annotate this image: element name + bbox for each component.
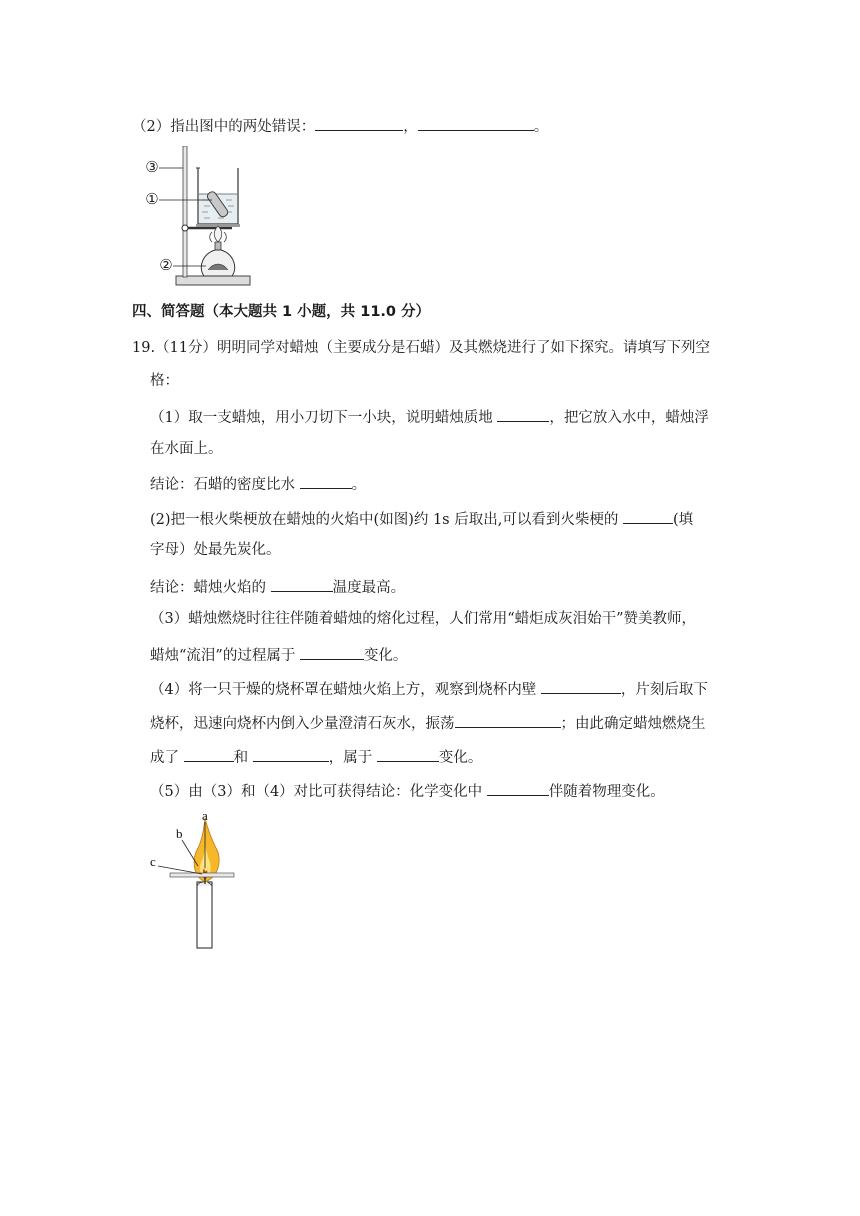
q19-part2-line2: 字母）处最先炭化。 — [150, 542, 281, 558]
q19-part2-line1: (2)把一根火柴梗放在蜡烛的火焰中(如图)约 1s 后取出,可以看到火柴梗的 (填 — [150, 507, 693, 530]
answer-blank-change-type2[interactable] — [377, 745, 439, 762]
answer-blank-change-type[interactable] — [300, 643, 364, 660]
q18-part2-suffix: 。 — [533, 119, 549, 135]
label-1: ① — [145, 192, 159, 208]
answer-blank-texture[interactable] — [497, 405, 549, 422]
q19-part4-line1: （4）将一只干燥的烧杯罩在蜡烛火焰上方，观察到烧杯内壁 ，片刻后取下 — [150, 677, 708, 700]
q19-part4-line3: 成了 和 ，属于 变化。 — [150, 745, 482, 768]
q18-part2-sep: ， — [403, 119, 418, 135]
answer-blank-2[interactable] — [418, 114, 534, 131]
answer-blank-conclusion[interactable] — [487, 779, 549, 796]
q19-intro-line2: 格： — [150, 373, 179, 389]
heating-apparatus-figure — [142, 146, 252, 290]
label-a: a — [202, 810, 208, 823]
answer-blank-1[interactable] — [315, 114, 403, 131]
section-heading: 四、简答题（本大题共 1 小题，共 11.0 分） — [132, 304, 431, 320]
q18-part2-prefix: （2）指出图中的两处错误： — [132, 119, 316, 135]
answer-blank-product2[interactable] — [253, 745, 329, 762]
answer-blank-product1[interactable] — [184, 745, 234, 762]
answer-blank-beaker-wall[interactable] — [541, 677, 621, 694]
q19-part3-line2: 蜡烛“流泪”的过程属于 变化。 — [150, 643, 407, 666]
answer-blank-letter[interactable] — [623, 507, 673, 524]
label-c: c — [150, 854, 156, 869]
q18-part2-line — [132, 114, 548, 137]
q19-part3-line1: （3）蜡烛燃烧时往往伴随着蜡烛的熔化过程，人们常用“蜡炬成灰泪始干”赞美教师， — [150, 611, 697, 627]
q19-part1-line2: 在水面上。 — [150, 441, 223, 457]
answer-blank-density[interactable] — [300, 472, 352, 489]
answer-blank-flame-part[interactable] — [271, 575, 333, 592]
q19-conclusion1: 结论：石蜡的密度比水 。 — [150, 472, 366, 495]
label-3: ③ — [145, 160, 159, 176]
q19-intro-line1: 19.（11分）明明同学对蜡烛（主要成分是石蜡）及其燃烧进行了如下探究。请填写下列空 — [132, 340, 711, 356]
label-2: ② — [159, 258, 173, 274]
label-b: b — [176, 826, 183, 841]
q19-part1-line1: （1）取一支蜡烛，用小刀切下一小块，说明蜡烛质地 ，把它放入水中，蜡烛浮 — [150, 405, 709, 428]
candle-flame-figure — [146, 810, 246, 950]
q19-part4-line2: 烧杯，迅速向烧杯内倒入少量澄清石灰水，振荡 ；由此确定蜡烛燃烧生 — [150, 711, 706, 734]
q19-part5: （5）由（3）和（4）对比可获得结论：化学变化中 伴随着物理变化。 — [150, 779, 665, 802]
q19-conclusion2: 结论：蜡烛火焰的 温度最高。 — [150, 575, 405, 598]
answer-blank-limewater[interactable] — [455, 711, 561, 728]
